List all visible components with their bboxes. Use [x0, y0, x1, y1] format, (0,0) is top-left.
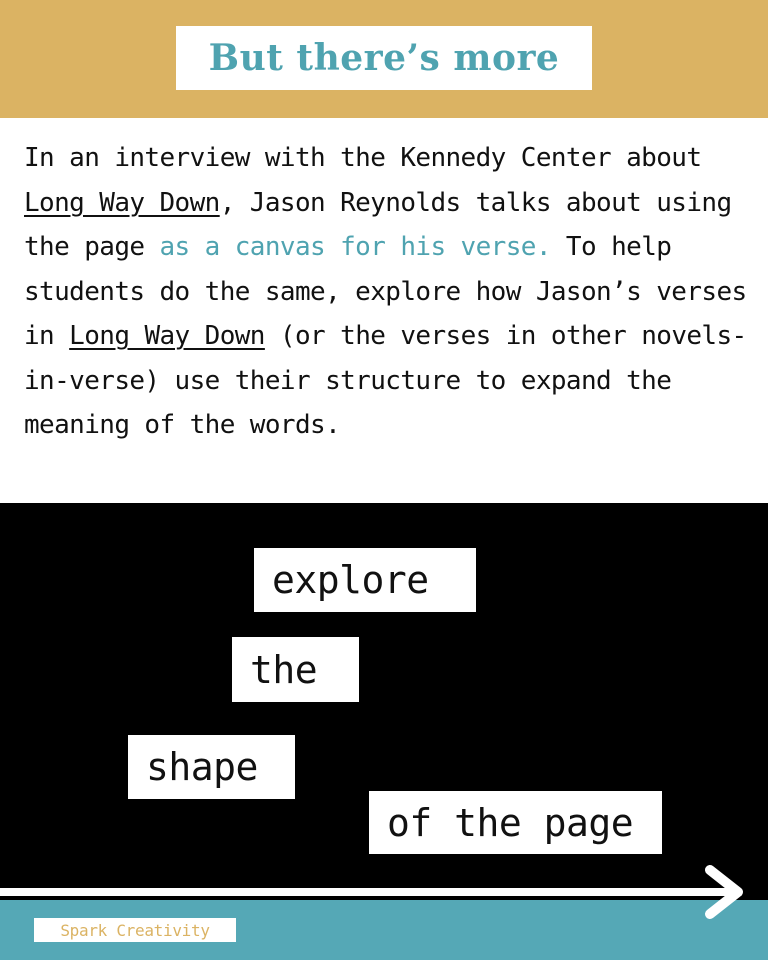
page-title: But there’s more	[208, 37, 560, 79]
word-shape: shape	[146, 745, 258, 789]
brand-logo-text: Spark Creativity	[60, 920, 210, 940]
word-box-shape	[128, 735, 295, 799]
body-text-part-3: To help students do the same, explore how Jason’s verses in	[24, 232, 747, 351]
header-band	[0, 0, 768, 118]
title-box	[176, 26, 592, 90]
body-section	[0, 118, 768, 503]
highlight-phrase: as a canvas for his verse.	[159, 232, 551, 262]
book-title-2: Long Way Down	[69, 321, 265, 351]
word-of-the-page: of the page	[387, 800, 634, 845]
brand-box	[34, 918, 236, 942]
book-title-1: Long Way Down	[24, 187, 220, 218]
body-text-part-2: , Jason Reynolds talks about using the page	[24, 187, 732, 262]
body-text-part-1: In an interview with the Kennedy Center about	[24, 143, 702, 173]
word-the: the	[250, 647, 318, 692]
word-explore: explore	[272, 558, 429, 602]
body-paragraph	[24, 136, 760, 448]
word-box-the	[232, 637, 359, 702]
body-text-part-4: (or the verses in other novels-in-verse) use their structure to expand the meaning of the words.	[24, 321, 747, 440]
right-arrow-icon	[0, 862, 768, 922]
word-box-of-the-page	[369, 791, 662, 854]
word-box-explore	[254, 548, 476, 612]
